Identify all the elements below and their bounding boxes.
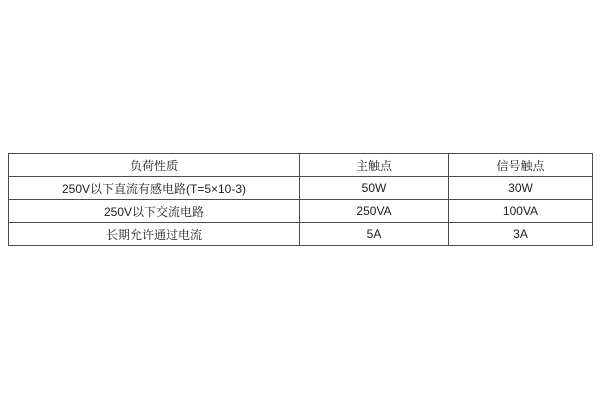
cell-main-contact: 5A xyxy=(300,223,449,246)
cell-signal-contact: 30W xyxy=(449,177,593,200)
cell-load-type: 长期允许通过电流 xyxy=(9,223,300,246)
cell-main-contact: 250VA xyxy=(300,200,449,223)
cell-signal-contact: 3A xyxy=(449,223,593,246)
cell-signal-contact: 100VA xyxy=(449,200,593,223)
contact-load-spec-table xyxy=(8,153,593,246)
header-cell-main-contact: 主触点 xyxy=(300,154,449,177)
header-cell-load-type: 负荷性质 xyxy=(9,154,300,177)
cell-load-type: 250V以下直流有感电路(T=5×10-3) xyxy=(9,177,300,200)
cell-main-contact: 50W xyxy=(300,177,449,200)
table-row xyxy=(9,177,593,200)
table-header-row xyxy=(9,154,593,177)
cell-load-type: 250V以下交流电路 xyxy=(9,200,300,223)
header-cell-signal-contact: 信号触点 xyxy=(449,154,593,177)
table-row xyxy=(9,223,593,246)
table-row xyxy=(9,200,593,223)
